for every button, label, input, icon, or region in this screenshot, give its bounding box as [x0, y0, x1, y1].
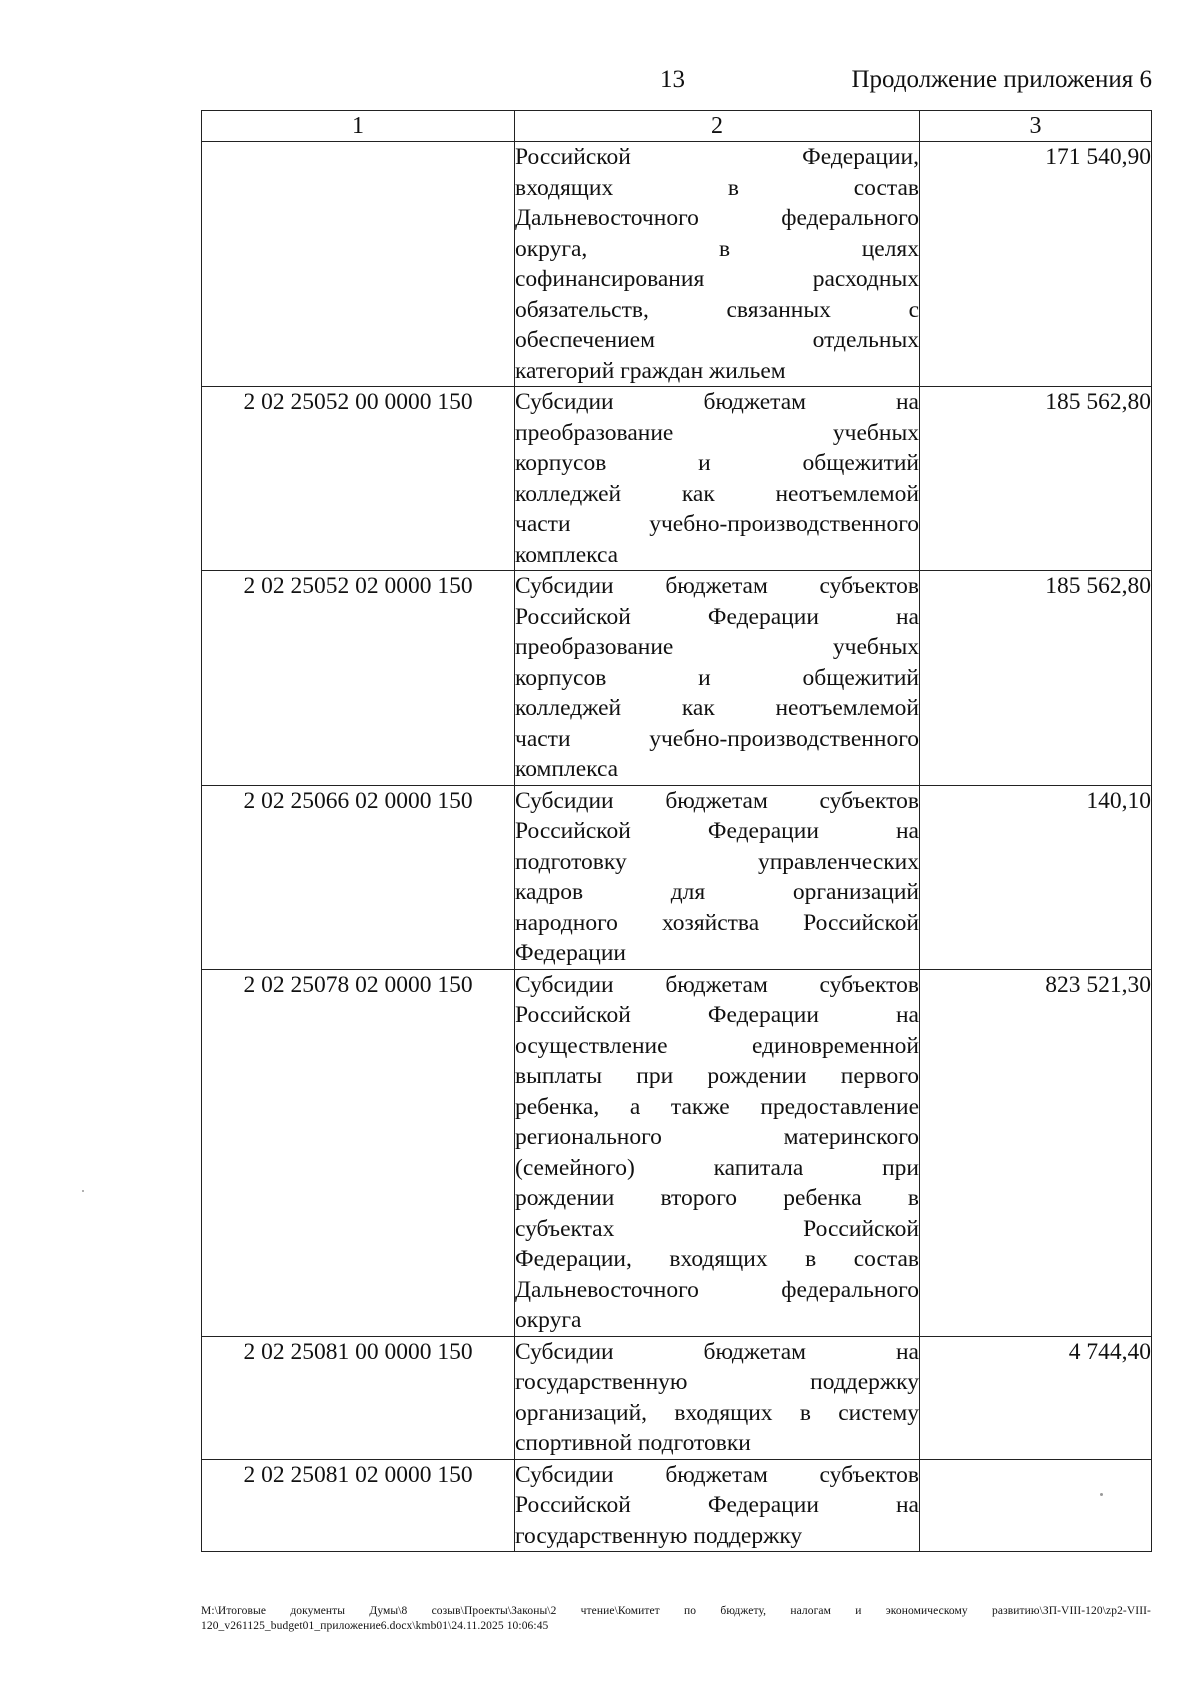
amount-cell: 171 540,90: [920, 142, 1152, 387]
description-line: входящих в состав: [515, 174, 919, 201]
description-line: Субсидии бюджетам на: [515, 1338, 919, 1365]
description-line: государственную поддержку: [515, 1369, 919, 1395]
description-line: народного хозяйства Российской: [515, 909, 919, 936]
budget-table: [201, 110, 1152, 1552]
description-line: колледжей как неотъемлемой: [515, 695, 919, 721]
description-line: Федерации: [515, 940, 626, 966]
description-line: Субсидии бюджетам субъектов: [515, 1461, 919, 1488]
description-line: обязательств, связанных с: [515, 296, 919, 323]
income-description-cell: [515, 1459, 920, 1552]
description-line: регионального материнского: [515, 1124, 919, 1150]
description-line: Российской Федерации,: [515, 144, 919, 170]
scan-speck: [1100, 1493, 1103, 1496]
description-line: Дальневосточного федерального: [515, 1276, 919, 1303]
description-line: ребенка, а также предоставление: [515, 1093, 919, 1120]
description-line: (семейного) капитала при: [515, 1154, 919, 1181]
description-line: софинансирования расходных: [515, 266, 919, 292]
table-row: [202, 969, 1152, 1336]
description-line: государственную поддержку: [515, 1522, 803, 1549]
description-line: округа, в целях: [515, 235, 919, 262]
continuation-caption: Продолжение приложения 6: [851, 66, 1152, 93]
description-line: категорий граждан жильем: [515, 357, 786, 384]
description-line: спортивной подготовки: [515, 1430, 751, 1456]
column-header-row: [202, 111, 1152, 142]
description-line: Дальневосточного федерального: [515, 205, 919, 231]
income-code-cell: 2 02 25081 02 0000 150: [202, 1459, 515, 1552]
description-line: корпусов и общежитий: [515, 450, 919, 476]
description-line: Субсидии бюджетам на: [515, 389, 919, 415]
description-line: преобразование учебных: [515, 419, 919, 446]
income-description-cell: [515, 387, 920, 571]
table-row: [202, 571, 1152, 786]
description-line: колледжей как неотъемлемой: [515, 480, 919, 507]
amount-cell: 4 744,40: [920, 1336, 1152, 1459]
description-line: Российской Федерации на: [515, 1492, 919, 1518]
description-line: Субсидии бюджетам субъектов: [515, 787, 919, 814]
amount-cell: 185 562,80: [920, 387, 1152, 571]
page-number: 13: [660, 66, 685, 93]
amount-cell: 185 562,80: [920, 571, 1152, 786]
income-description-cell: [515, 785, 920, 969]
description-line: субъектах Российской: [515, 1215, 919, 1242]
income-description-cell: [515, 1336, 920, 1459]
description-line: осуществление единовременной: [515, 1032, 919, 1059]
income-code-cell: 2 02 25066 02 0000 150: [202, 785, 515, 969]
scan-speck: [82, 1190, 84, 1192]
amount-cell: [920, 1459, 1152, 1552]
document-file-path: M:\Итоговые документы Думы\8 созыв\Проекты\Законы\2 чтение\Комитет по бюджету, налогам и экономическому развитию\ЗП-VIII-120\zp2-VIII-120_v261125_budget01_приложение6.docx\kmb01\24.11.2025 10:06:45: [201, 1605, 1151, 1632]
income-code-cell: 2 02 25078 02 0000 150: [202, 969, 515, 1336]
description-line: обеспечением отдельных: [515, 327, 919, 353]
income-code-cell: 2 02 25052 00 0000 150: [202, 387, 515, 571]
description-line: подготовку управленческих: [515, 848, 919, 875]
column-header-2: 2: [515, 111, 920, 142]
description-line: Российской Федерации на: [515, 818, 919, 844]
description-line: комплекса: [515, 541, 619, 568]
column-header-3: 3: [920, 111, 1152, 142]
description-line: организаций, входящих в систему: [515, 1399, 919, 1426]
table-row: [202, 1336, 1152, 1459]
description-line: корпусов и общежитий: [515, 664, 919, 691]
income-description-cell: [515, 142, 920, 387]
amount-cell: 823 521,30: [920, 969, 1152, 1336]
description-line: округа: [515, 1307, 582, 1333]
description-line: Российской Федерации на: [515, 1002, 919, 1028]
table-row: [202, 142, 1152, 387]
description-line: Субсидии бюджетам субъектов: [515, 573, 919, 599]
description-line: части учебно-производственного: [515, 511, 919, 537]
table-row: [202, 387, 1152, 571]
income-description-cell: [515, 571, 920, 786]
description-line: выплаты при рождении первого: [515, 1063, 919, 1089]
description-line: комплекса: [515, 756, 619, 782]
income-code-cell: 2 02 25081 00 0000 150: [202, 1336, 515, 1459]
description-line: Субсидии бюджетам субъектов: [515, 971, 919, 998]
amount-cell: 140,10: [920, 785, 1152, 969]
column-header-1: 1: [202, 111, 515, 142]
description-line: кадров для организаций: [515, 879, 919, 905]
table-row: [202, 1459, 1152, 1552]
description-line: части учебно-производственного: [515, 725, 919, 752]
table-row: [202, 785, 1152, 969]
description-line: Федерации, входящих в состав: [515, 1246, 919, 1272]
description-line: Российской Федерации на: [515, 603, 919, 630]
description-line: преобразование учебных: [515, 634, 919, 660]
income-description-cell: [515, 969, 920, 1336]
income-code-cell: [202, 142, 515, 387]
income-code-cell: 2 02 25052 02 0000 150: [202, 571, 515, 786]
description-line: рождении второго ребенка в: [515, 1185, 919, 1211]
